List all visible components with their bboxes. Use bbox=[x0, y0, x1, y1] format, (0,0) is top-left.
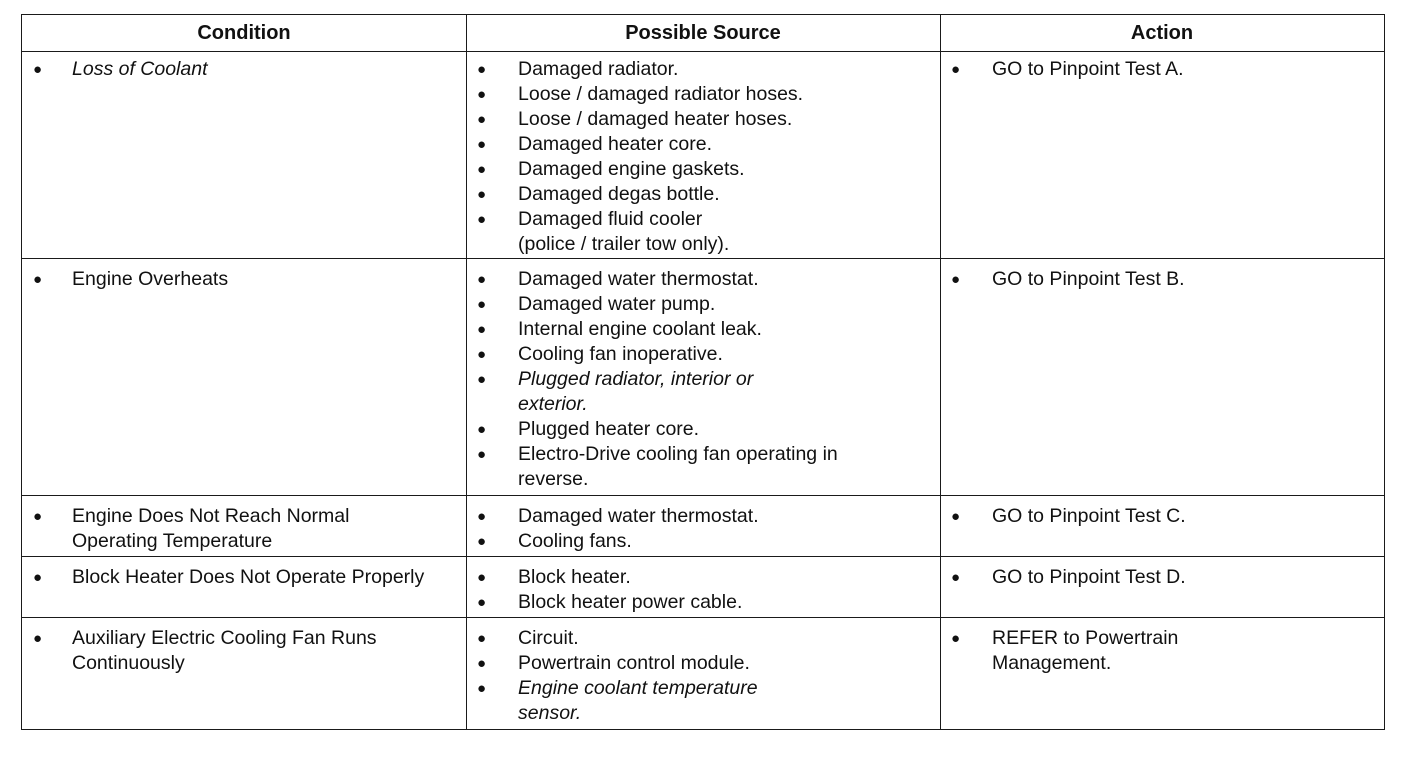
source-item: ● Damaged engine gaskets. bbox=[468, 157, 908, 182]
source-item: ● Damaged water pump. bbox=[468, 292, 908, 317]
row-divider bbox=[22, 51, 1384, 52]
source-item: ● Block heater power cable. bbox=[468, 590, 908, 615]
action-cell bbox=[942, 504, 1362, 529]
source-item: ● Block heater. bbox=[468, 565, 908, 590]
action-text: ● GO to Pinpoint Test B. bbox=[942, 267, 1362, 292]
action-cell bbox=[942, 267, 1362, 292]
action-cell bbox=[942, 57, 1362, 82]
condition-text: ● Engine Does Not Reach Normal Operating Temperature bbox=[22, 504, 427, 554]
source-item: ● Loose / damaged heater hoses. bbox=[468, 107, 908, 132]
source-cell bbox=[468, 565, 908, 615]
source-item: ● Loose / damaged radiator hoses. bbox=[468, 82, 908, 107]
source-item: ● Damaged radiator. bbox=[468, 57, 908, 82]
source-item: ● Electro-Drive cooling fan operating in reverse. bbox=[468, 442, 908, 492]
condition-text: ● Engine Overheats bbox=[22, 267, 442, 292]
source-item: ● Plugged radiator, interior or exterior. bbox=[468, 367, 818, 417]
source-item: ● Damaged fluid cooler (police / trailer tow only). bbox=[468, 207, 763, 257]
row-divider bbox=[22, 258, 1384, 259]
condition-cell bbox=[22, 57, 442, 82]
action-text: ● GO to Pinpoint Test D. bbox=[942, 565, 1362, 590]
condition-text: ● Loss of Coolant bbox=[22, 57, 442, 82]
column-divider bbox=[940, 15, 941, 729]
column-divider bbox=[466, 15, 467, 729]
source-cell bbox=[468, 626, 908, 726]
source-cell bbox=[468, 57, 908, 257]
source-cell bbox=[468, 267, 908, 492]
source-item: ● Internal engine coolant leak. bbox=[468, 317, 908, 342]
condition-cell bbox=[22, 565, 442, 590]
condition-cell bbox=[22, 267, 442, 292]
row-divider bbox=[22, 617, 1384, 618]
condition-cell bbox=[22, 504, 442, 554]
source-item: ● Plugged heater core. bbox=[468, 417, 908, 442]
row-divider bbox=[22, 495, 1384, 496]
source-cell bbox=[468, 504, 908, 554]
condition-text: ● Auxiliary Electric Cooling Fan Runs Continuously bbox=[22, 626, 457, 676]
source-item: ● Circuit. bbox=[468, 626, 908, 651]
source-item: ● Powertrain control module. bbox=[468, 651, 908, 676]
header-condition: Condition bbox=[197, 22, 291, 44]
condition-text: ● Block Heater Does Not Operate Properly bbox=[22, 565, 427, 590]
action-text: ● GO to Pinpoint Test C. bbox=[942, 504, 1362, 529]
action-cell bbox=[942, 565, 1362, 590]
header-possible-source: Possible Source bbox=[625, 22, 781, 44]
action-text: ● GO to Pinpoint Test A. bbox=[942, 57, 1362, 82]
row-divider bbox=[22, 556, 1384, 557]
condition-cell bbox=[22, 626, 462, 676]
source-item: ● Cooling fans. bbox=[468, 529, 908, 554]
source-item: ● Damaged degas bottle. bbox=[468, 182, 908, 207]
source-item: ● Cooling fan inoperative. bbox=[468, 342, 908, 367]
action-text: ● REFER to Powertrain Management. bbox=[942, 626, 1282, 676]
source-item: ● Damaged water thermostat. bbox=[468, 267, 908, 292]
source-item: ● Damaged water thermostat. bbox=[468, 504, 908, 529]
header-action: Action bbox=[1130, 22, 1194, 44]
source-item: ● Damaged heater core. bbox=[468, 132, 908, 157]
action-cell bbox=[942, 626, 1362, 676]
source-item: ● Engine coolant temperature sensor. bbox=[468, 676, 823, 726]
diagnosis-table bbox=[21, 14, 1385, 730]
